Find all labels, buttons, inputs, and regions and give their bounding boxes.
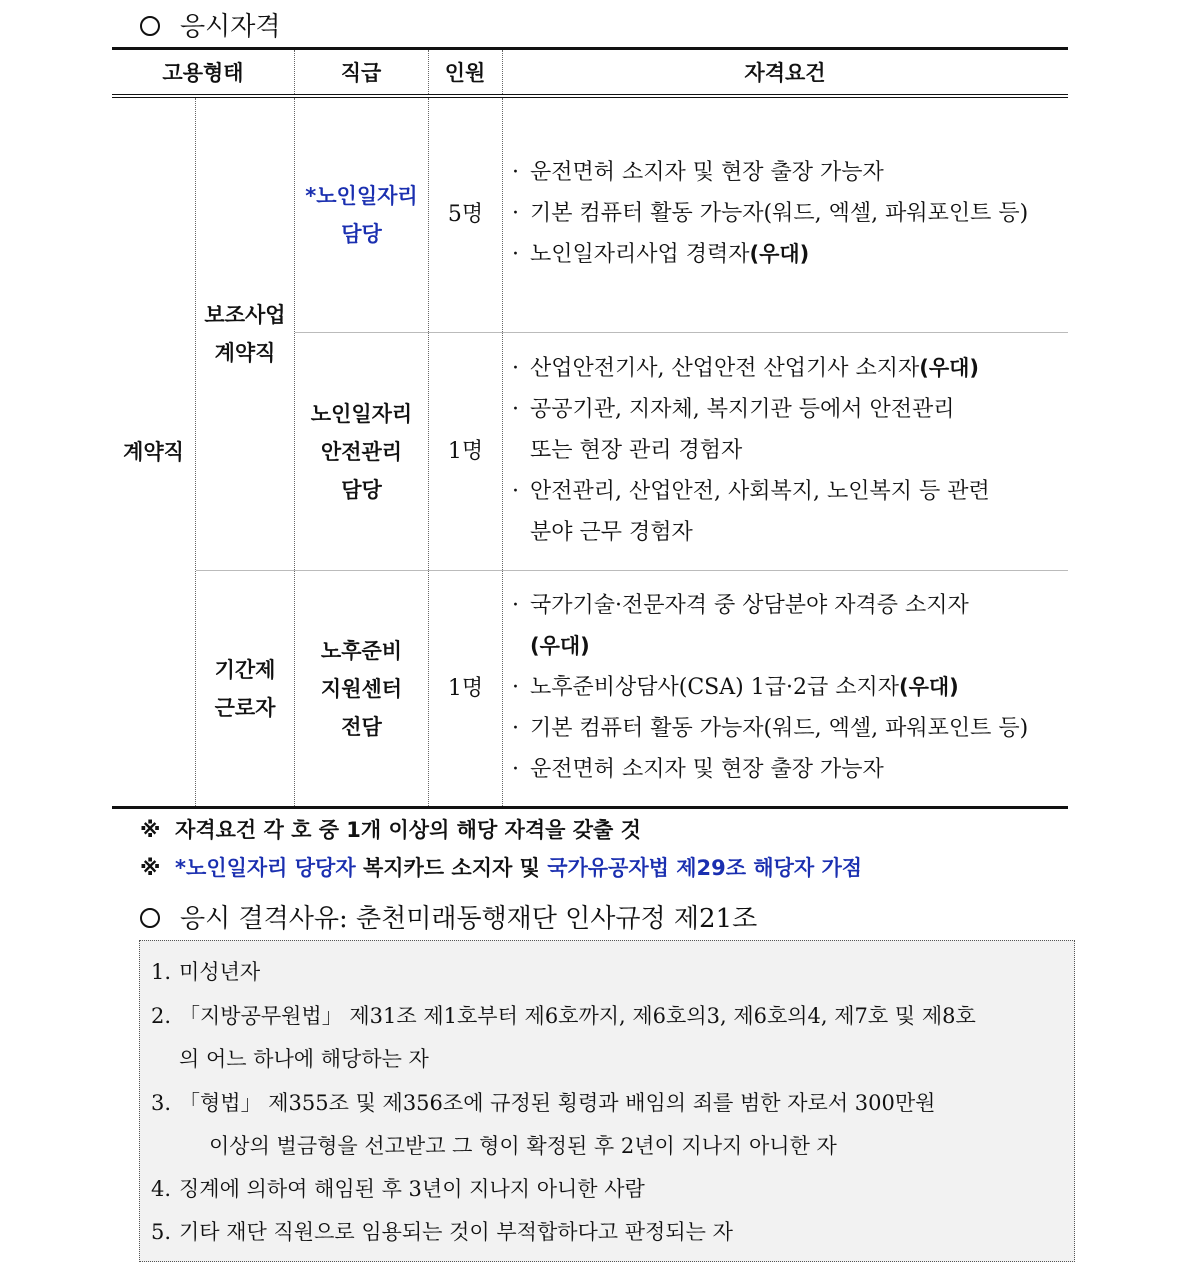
section-heading-disqualification: [140, 898, 757, 935]
hollow-circle-bullet-icon: [140, 16, 160, 36]
row-separator: [295, 332, 1068, 333]
requirement-item: · 기본 컴퓨터 활동 가능자(워드, 엑셀, 파워포인트 등): [512, 716, 1029, 741]
headcount-value: 1명: [447, 439, 484, 464]
position-cell: [295, 631, 428, 747]
table-bottom-border: [112, 806, 1068, 809]
hollow-circle-bullet-icon: [140, 908, 160, 928]
group-cell: [196, 571, 294, 806]
position-line: 지원센터: [320, 677, 403, 701]
group-label-line: 보조사업: [204, 303, 286, 327]
position-line: 안전관리: [320, 440, 403, 464]
requirement-item: · 노인일자리사업 경력자(우대): [512, 242, 810, 267]
header-headcount: 인원: [444, 61, 486, 85]
note-bonus: [140, 852, 862, 882]
disqualification-item: 5. 기타 재단 직원으로 임용되는 것이 부적합하다고 판정되는 자: [151, 1220, 733, 1244]
section-title: 응시 결격사유: 춘천미래동행재단 인사규정 제21조: [180, 904, 758, 934]
note-highlight: *노인일자리 당당자: [175, 856, 356, 880]
section-heading-qualification: [140, 6, 280, 43]
disqualification-item: 4. 징계에 의하여 해임된 후 3년이 지나지 아니한 사람: [151, 1177, 645, 1201]
requirement-item: · 기본 컴퓨터 활동 가능자(워드, 엑셀, 파워포인트 등): [512, 201, 1029, 226]
employment-type-cell: [112, 98, 195, 806]
requirement-item: · 산업안전기사, 산업안전 산업기사 소지자(우대): [512, 356, 980, 381]
requirement-item: · 국가기술·전문자격 중 상담분야 자격증 소지자 (우대): [508, 585, 1064, 667]
disqualification-box: [139, 940, 1075, 1262]
requirement-item: · 운전면허 소지자 및 현장 출장 가능자: [512, 757, 884, 782]
group-label-line: 계약직: [214, 341, 276, 365]
preferred-tag: (우대): [530, 634, 590, 658]
preferred-tag: (우대): [898, 675, 959, 699]
header-requirements: 자격요건: [744, 61, 826, 85]
headcount-cell: [429, 412, 502, 492]
position-line: 노후준비: [320, 639, 403, 663]
requirement-item: · 노후준비상담사(CSA) 1급·2급 소지자(우대): [512, 675, 959, 700]
position-line: 담당: [341, 478, 382, 502]
column-divider: [502, 98, 503, 806]
position-line: *노인일자리: [305, 184, 418, 208]
requirements-list: [508, 585, 1064, 790]
group-label-line: 기간제: [214, 657, 276, 682]
headcount-cell: [429, 649, 502, 729]
headcount-value: 1명: [447, 676, 484, 701]
position-line: 담당: [341, 222, 382, 246]
note-qualification: [140, 814, 641, 844]
position-cell: [295, 394, 428, 510]
requirement-item: · 공공기관, 지자체, 복지기관 등에서 안전관리 또는 현장 관리 경험자: [512, 397, 955, 463]
disqualification-item: 1. 미성년자: [151, 960, 261, 984]
note-text: 자격요건 각 호 중 1개 이상의 해당 자격을 갖출 것: [175, 818, 641, 842]
disqualification-item: 3. 「형법」 제355조 및 제356조에 규정된 횡령과 배임의 죄를 범한 자로서 300만원 이상의 벌금형을 선고받고 그 형이 확정된 후 2년이 지나지 아니한 자: [151, 1091, 936, 1158]
requirement-item: · 안전관리, 산업안전, 사회복지, 노인복지 등 관련 분야 근무 경험자: [512, 479, 990, 545]
position-line: 노인일자리: [310, 402, 413, 426]
header-employment-type: 고용형태: [162, 61, 244, 85]
position-cell: [295, 175, 428, 255]
reference-mark-icon: ※: [140, 856, 161, 880]
header-position: 직급: [340, 61, 382, 85]
headcount-value: 5명: [447, 202, 484, 227]
requirements-list: [508, 348, 1064, 553]
preferred-tag: (우대): [919, 356, 980, 380]
requirements-list: [508, 152, 1064, 275]
group-label-line: 근로자: [214, 695, 276, 720]
note-highlight: 국가유공자법 제29조 해당자 가점: [547, 856, 863, 880]
group-cell: [196, 98, 294, 570]
position-line: 전담: [341, 715, 382, 739]
preferred-tag: (우대): [749, 242, 810, 266]
reference-mark-icon: ※: [140, 818, 161, 842]
requirement-item: · 운전면허 소지자 및 현장 출장 가능자: [512, 160, 884, 185]
section-title: 응시자격: [180, 12, 281, 42]
disqualification-item: 2. 「지방공무원법」 제31조 제1호부터 제6호까지, 제6호의3, 제6호의4, 제7호 및 제8호 의 어느 하나에 해당하는 자: [151, 1004, 976, 1071]
headcount-cell: [429, 175, 502, 255]
note-text: 복지카드 소지자 및: [355, 856, 548, 880]
row-separator: [196, 570, 1068, 571]
employment-type-label: 계약직: [123, 440, 184, 464]
